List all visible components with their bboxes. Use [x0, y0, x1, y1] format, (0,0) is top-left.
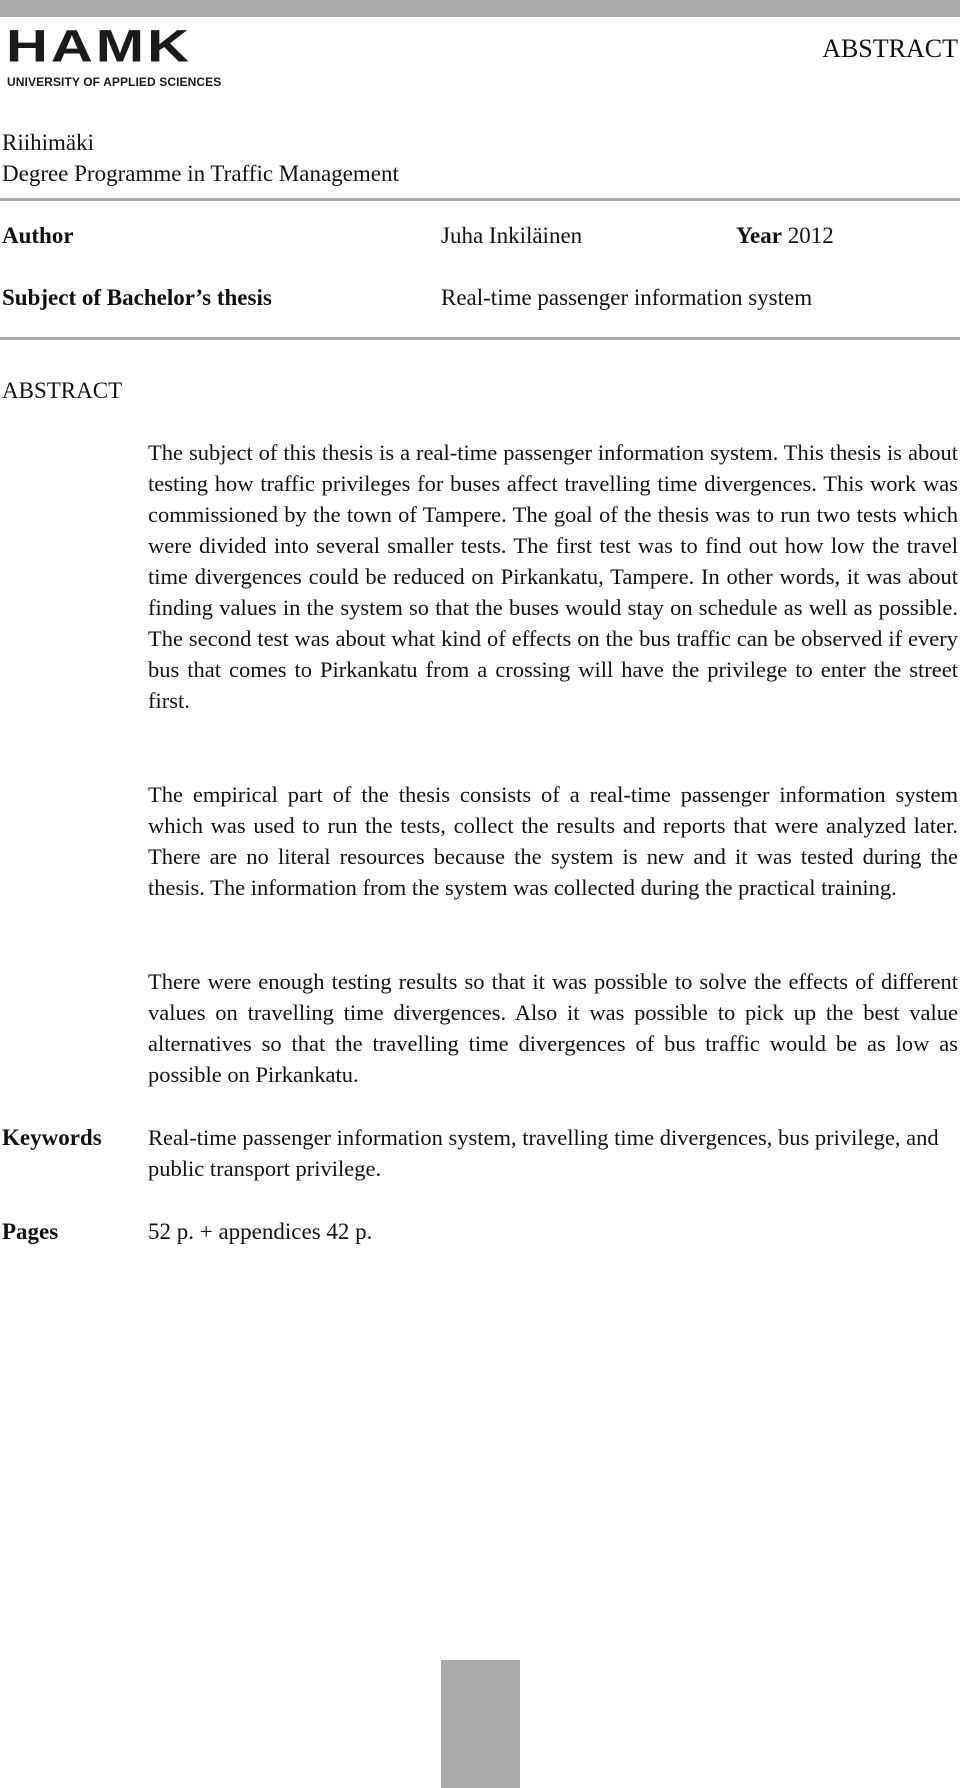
pages-label: Pages [2, 1219, 59, 1244]
header-abstract-label: ABSTRACT [822, 34, 958, 63]
abstract-paragraph-2: The empirical part of the thesis consists of a real-time passenger information system which was used to run the tests, collect the results and reports that were analyzed later. There are no literal resources because the system is new and it was tested during the thesis. The information from the system was collected during the practical training. [148, 782, 958, 900]
author-value: Juha Inkiläinen [441, 223, 583, 248]
hamk-logo [6, 20, 246, 90]
year-value: 2012 [787, 223, 834, 248]
abstract-paragraph-1: The subject of this thesis is a real-time passenger information system. This thesis is about testing how traffic privileges for buses affect travelling time divergences. This work was commissioned by the town of Tampere. The goal of the thesis was to run two tests which were divided into several smaller tests. The first test was to find out how low the travel time divergences could be reduced on Pirkankatu, Tampere. In other words, it was about finding values in the system so that the buses would stay on schedule as well as possible. The second test was about what kind of effects on the bus traffic can be observed if every bus that comes to Pirkankatu from a crossing will have the privilege to enter the street first. [148, 440, 958, 713]
pages-value: 52 p. + appendices 42 p. [148, 1219, 373, 1244]
year-field [736, 220, 834, 251]
keywords-value: Real-time passenger information system, travelling time divergences, bus privilege, and public transport privilege. [148, 1125, 939, 1181]
page-footer-block [441, 1660, 520, 1788]
degree-programme: Degree Programme in Traffic Management [2, 161, 399, 186]
abstract-paragraph-3: There were enough testing results so that it was possible to solve the effects of different values on travelling time divergences. Also it was possible to pick up the best value alternatives so that the travelling time divergences of bus traffic would be as low as possible on Pirkankatu. [148, 969, 958, 1087]
campus-name: Riihimäki [2, 130, 94, 155]
divider-bottom [0, 337, 960, 340]
logo-subtitle: UNIVERSITY OF APPLIED SCIENCES [7, 75, 222, 89]
keywords-label: Keywords [2, 1125, 102, 1150]
year-label: Year [736, 223, 782, 248]
logo-wordmark: HAMK [6, 20, 192, 72]
author-label: Author [2, 223, 74, 248]
top-border-bar [0, 0, 960, 17]
divider-top [0, 198, 960, 201]
subject-label: Subject of Bachelor’s thesis [2, 285, 272, 310]
abstract-heading: ABSTRACT [2, 378, 123, 403]
subject-value: Real-time passenger information system [441, 285, 813, 310]
